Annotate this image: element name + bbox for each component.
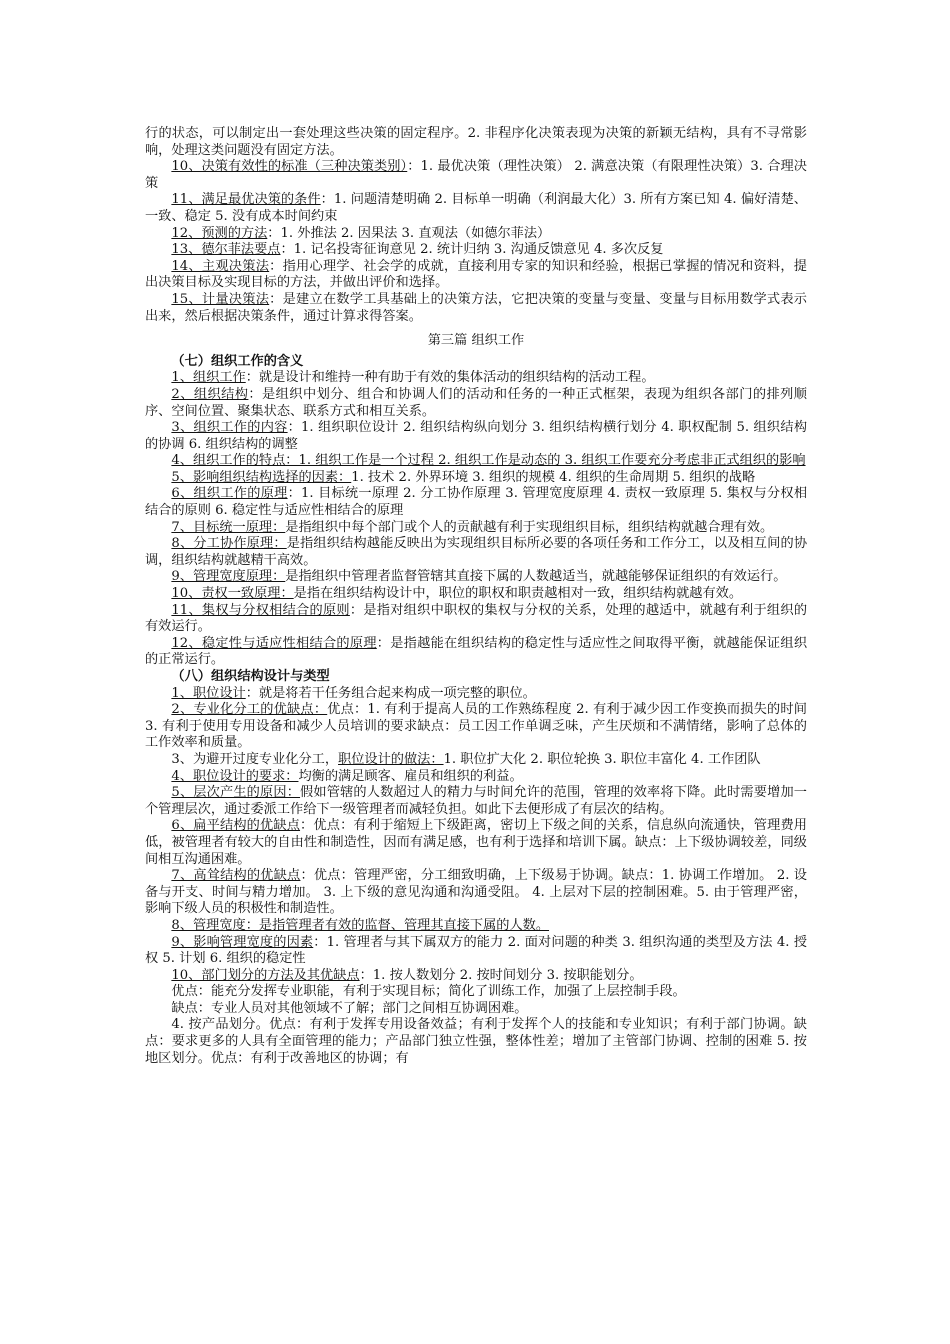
item-body: 1. 职位扩大化 2. 职位轮换 3. 职位丰富化 4. 工作团队 [443,751,761,767]
item-term: 11、集权与分权相结合的原则 [171,602,350,618]
item-org-work-features [145,453,807,470]
item-body: ：1. 按人数划分 2. 按时间划分 3. 按职能划分。 [359,967,643,983]
item-body: ：是建立在数学工具基础上的决策方法，它把决策的变量与变量、变量与目标用数学式表示出来，然后根据决策条件，通过计算求得答案。 [145,291,807,324]
item-body: 是指组织结构越能反映出为实现组织目标所必要的各项任务和工作分工，以及相互间的协调，组织结构就越精干高效。 [145,536,808,568]
item-position-design-methods [145,752,807,769]
item-term: 12、稳定性与适应性相结合的原理 [171,635,377,651]
item-subjective-decision [145,259,807,292]
paragraph-continuation [145,126,807,159]
item-delphi-points [145,242,807,259]
item-term: 9、管理宽度原理： [171,569,286,585]
item-term: 1、职位设计 [171,685,246,701]
item-centralization [145,603,807,636]
item-term: 10、决策有效性的标准（三种决策类别） [171,159,408,175]
item-term: 2、专业化分工的优缺点： [171,702,328,718]
item-span-factors [145,935,807,968]
item-body: 是指组织中每个部门或个人的贡献越有利于实现组织目标，组织结构就越合理有效。 [285,519,774,535]
item-optimal-decision-conditions [145,192,807,225]
section-heading-7: （七）组织工作的含义 [171,353,304,369]
item-body: ：1. 外推法 2. 因果法 3. 直观法（如德尔菲法） [267,225,551,241]
item-body: 均衡的满足顾客、雇员和组织的利益。 [298,768,523,784]
item-term: 10、部门划分的方法及其优缺点 [171,967,360,983]
item-org-principles [145,486,807,519]
item-term: 4、职位设计的要求： [171,768,299,784]
item-text: 8、管理宽度：是指管理者有效的监督、管理其直接下属的人数。 [171,917,550,933]
item-term: 5、影响组织结构选择的因素： [171,469,352,485]
item-structure-factors [145,470,807,487]
item-body: ：就是将若干任务组合起来构成一项完整的职位。 [245,685,536,701]
item-body: ：1. 目标统一原理 2. 分工协作原理 3. 管理宽度原理 4. 责权一致原理 5. 集权与分权相结合的原则 6. 稳定性与适应性相结合的原理 [145,486,808,519]
item-organizing-work [145,370,807,387]
item-body: ：优点：有利于缩短上下级距离，密切上下级之间的关系，信息纵向流通快，管理费用低，被管理者有较大的自由性和制造性，因而有满足感，也有利于选择和培训下属。缺点：上下级协调较差，同级间相互沟通困难。 [145,818,807,867]
item-text: 4、组织工作的特点：1. 组织工作是一个过程 2. 组织工作是动态的 3. 组织工作要充分考虑非正式组织的影响 [171,453,806,469]
item-departmentation [145,968,807,985]
item-term: 12、预测的方法 [171,225,268,241]
item-term: 2、组织结构 [171,386,249,402]
item-term: 14、主观决策法 [171,258,270,274]
item-decision-effectiveness [145,159,807,192]
item-position-design [145,686,807,703]
item-prefix: 3、为避开过度专业化分工， [171,751,339,767]
item-term: 1、组织工作 [171,370,246,386]
document-page [145,126,807,1067]
item-stability-adaptability [145,636,807,669]
item-hierarchy-reasons [145,785,807,818]
item-term: 7、高耸结构的优缺点 [171,868,301,884]
item-term: 11、满足最优决策的条件 [171,192,321,208]
item-flat-structure [145,818,807,868]
item-term: 7、目标统一原理： [171,519,286,535]
item-body: 1. 技术 2. 外界环境 3. 组织的规模 4. 组织的生命周期 5. 组织的战略 [351,469,756,485]
item-term: 9、影响管理宽度的因素 [171,934,314,950]
item-management-span [145,918,807,935]
item-division-cooperation [145,536,807,569]
item-specialization [145,702,807,752]
item-org-structure [145,387,807,420]
item-body: ：就是设计和维持一种有助于有效的集体活动的组织结构的活动工程。 [245,370,655,386]
item-term: 3、组织工作的内容 [171,420,288,436]
item-body: 是指组织中管理者监督管辖其直接下属的人数越适当，就越能够保证组织的有效运行。 [285,569,787,585]
paragraph-disadvantages: 缺点：专业人员对其他领域不了解；部门之间相互协调困难。 [171,1000,528,1016]
part-title: 第三篇 组织工作 [427,333,525,349]
item-body: 优点：1. 有利于提高人员的工作熟练程度 2. 有利于减少因工作变换而损失的时间 3. 有利于使用专用设备和减少人员培训的要求缺点：员工因工作单调乏味，产生厌烦和不满情绪，影响了总体的工作效率和质量。 [145,702,807,751]
item-goal-unity [145,520,807,537]
item-term: 15、计量决策法 [171,291,270,307]
item-body: ：1. 组织职位设计 2. 组织结构纵向划分 3. 组织结构横行划分 4. 职权配制 5. 组织结构的协调 6. 组织结构的调整 [145,420,808,452]
item-org-work-content [145,420,807,453]
item-term: 6、扁平结构的优缺点 [171,818,301,834]
item-quantitative-decision [145,292,807,325]
item-body: ：指用心理学、社会学的成就，直接利用专家的知识和经验，根据已掌握的情况和资料，提出决策目标及实现目标的方法，并做出评价和选择。 [145,258,807,291]
item-body: 是指在组织结构设计中，职位的职权和职责越相对一致，组织结构就越有效。 [293,586,743,602]
item-term: 8、分工协作原理： [171,536,287,552]
item-term: 5、层次产生的原因： [171,785,301,801]
item-body: ：1. 问题清楚明确 2. 目标单一明确（利润最大化）3. 所有方案已知 4. 偏好清楚、一致、稳定 5. 没有成本时间约束 [145,192,807,224]
paragraph-by-product: 4. 按产品划分。优点：有利于发挥专用设备效益；有利于发挥个人的技能和专业知识；有利于部门协调。缺点：要求更多的人具有全面管理的能力；产品部门独立性强，整体性差；增加了主管部门协调、控制的困难 5. 按地区划分。优点：有利于改善地区的协调；有 [145,1017,807,1066]
item-term: 6、组织工作的原理 [171,486,288,502]
item-span-of-control [145,569,807,586]
item-term: 职位设计的做法： [338,751,444,767]
paragraph-advantages: 优点：能充分发挥专业职能，有利于实现目标；简化了训练工作，加强了上层控制手段。 [171,984,686,1000]
item-body: ：1. 最优决策（理性决策） 2. 满意决策（有限理性决策）3. 合理决策 [145,159,807,191]
item-body: ：是指对组织中职权的集权与分权的关系，处理的越适中，就越有利于组织的有效运行。 [145,602,808,635]
item-body: ：是指越能在组织结构的稳定性与适应性之间取得平衡，就越能保证组织的正常运行。 [145,635,808,668]
item-body: ：是组织中划分、组合和协调人们的活动和任务的一种正式框架，表现为组织各部门的排列顺序、空间位置、聚集状态、联系方式和相互关系。 [145,386,807,419]
item-body: 假如管辖的人数超过人的精力与时间允许的范围，管理的效率将下降。此时需要增加一个管理层次，通过委派工作给下一级管理者而减轻负担。如此下去便形成了有层次的结构。 [145,785,807,817]
item-term: 13、德尔菲法要点 [171,242,281,258]
item-term: 10、责权一致原理： [171,586,294,602]
text: 行的状态，可以制定出一套处理这些决策的固定程序。2. 非程序化决策表现为决策的新颖无结构，具有不寻常影响，处理这类问题没有固定方法。 [145,126,807,158]
item-authority-responsibility [145,586,807,603]
item-body: ：优点：管理严密，分工细致明确，上下级易于协调。缺点：1. 协调工作增加。 2. 设备与开支、时间与精力增加。 3. 上下级的意见沟通和沟通受阻。 4. 上层对下层的控制困难。5. 由于管理严密，影响下级人员的积极性和制造性。 [145,868,807,917]
item-body: ：1. 记名投寄征询意见 2. 统计归纳 3. 沟通反馈意见 4. 多次反复 [280,242,664,258]
item-tall-structure [145,868,807,918]
section-heading-8: （八）组织结构设计与类型 [171,669,330,684]
item-forecast-methods [145,226,807,243]
item-position-design-requirements [145,769,807,786]
item-body: ：1. 管理者与其下属双方的能力 2. 面对问题的种类 3. 组织沟通的类型及方法 4. 授权 5. 计划 6. 组织的稳定性 [145,934,808,967]
